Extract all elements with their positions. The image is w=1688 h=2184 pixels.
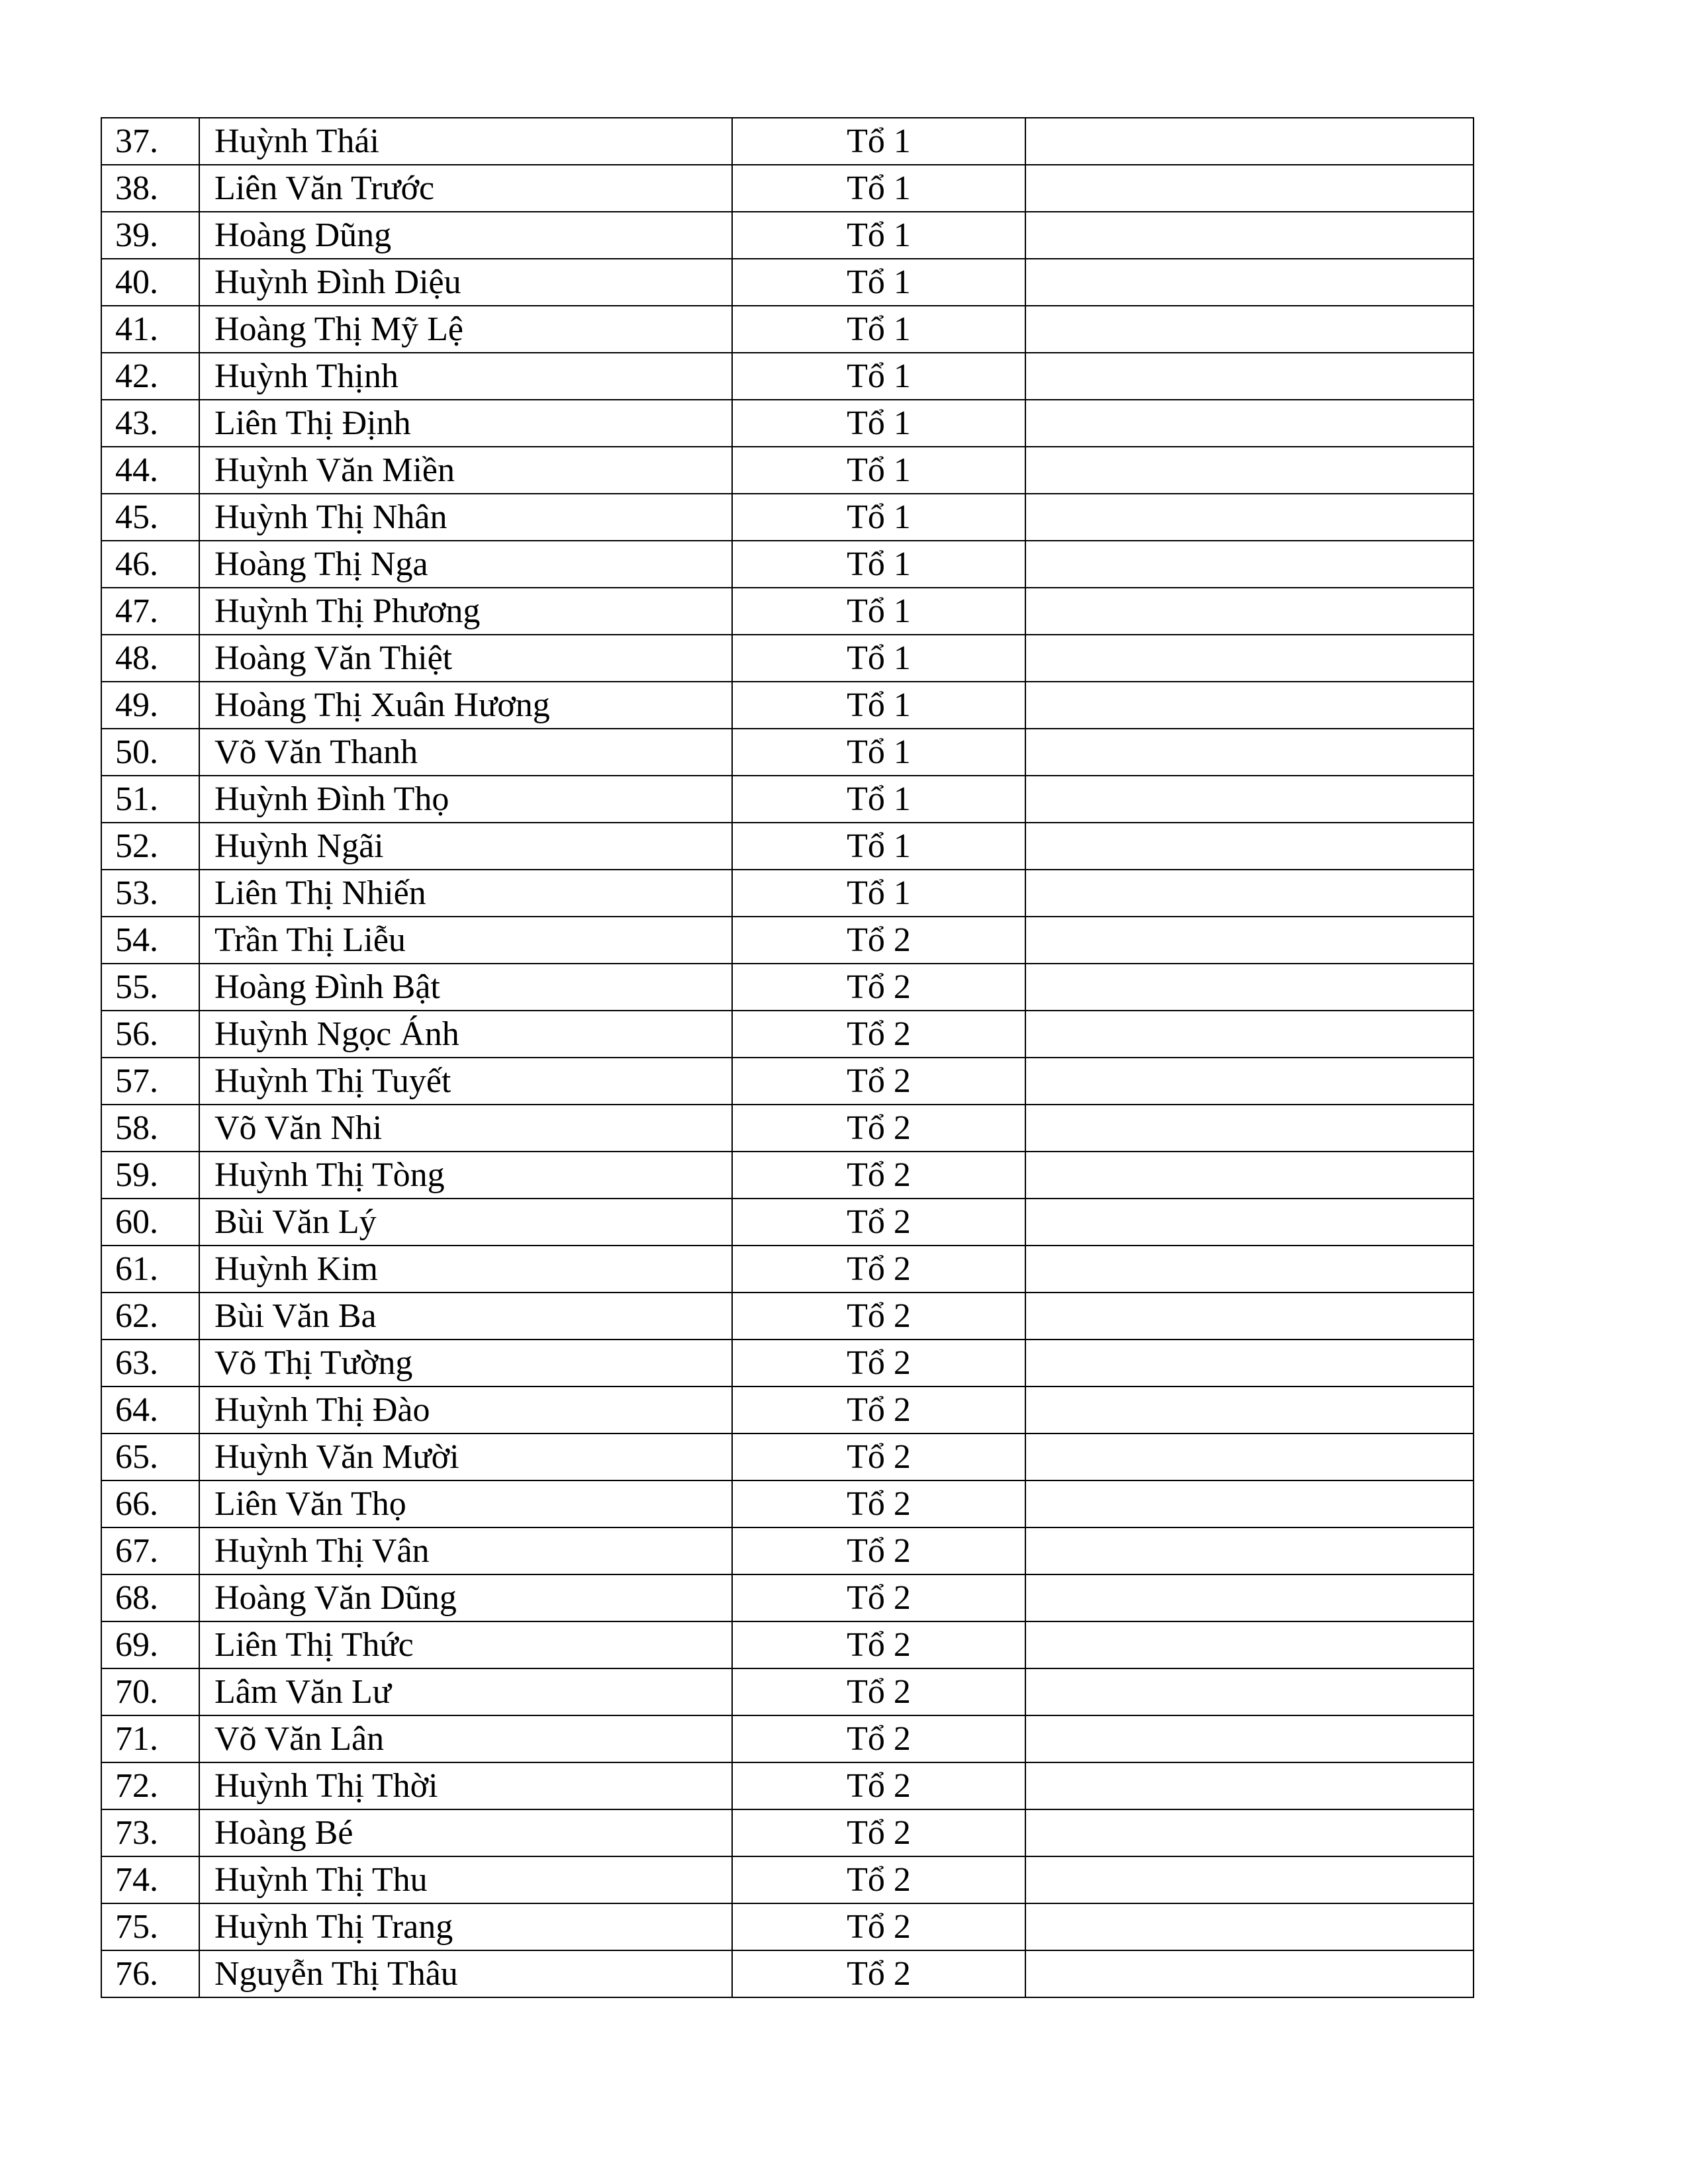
row-number-cell: 72. <box>101 1762 199 1809</box>
table-row <box>101 917 1474 964</box>
group-cell: Tổ 2 <box>732 1903 1025 1950</box>
note-cell <box>1025 494 1474 541</box>
row-number-cell: 45. <box>101 494 199 541</box>
group-cell: Tổ 1 <box>732 212 1025 259</box>
name-cell: Võ Thị Tường <box>199 1340 732 1387</box>
name-cell: Huỳnh Ngọc Ánh <box>199 1011 732 1058</box>
group-cell: Tổ 2 <box>732 1340 1025 1387</box>
name-cell: Huỳnh Thị Tuyết <box>199 1058 732 1105</box>
name-cell: Hoàng Văn Thiệt <box>199 635 732 682</box>
name-cell: Huỳnh Văn Mười <box>199 1433 732 1480</box>
table-row <box>101 1058 1474 1105</box>
name-cell: Huỳnh Thị Phương <box>199 588 732 635</box>
table-row <box>101 682 1474 729</box>
table-row <box>101 964 1474 1011</box>
note-cell <box>1025 400 1474 447</box>
table-row <box>101 588 1474 635</box>
name-cell: Huỳnh Thịnh <box>199 353 732 400</box>
table-row <box>101 118 1474 165</box>
note-cell <box>1025 635 1474 682</box>
row-number-cell: 41. <box>101 306 199 353</box>
row-number-cell: 40. <box>101 259 199 306</box>
group-cell: Tổ 2 <box>732 1105 1025 1152</box>
note-cell <box>1025 1058 1474 1105</box>
note-cell <box>1025 447 1474 494</box>
row-number-cell: 60. <box>101 1199 199 1246</box>
name-cell: Lâm Văn Lư <box>199 1668 732 1715</box>
name-cell: Liên Thị Thức <box>199 1621 732 1668</box>
table-row <box>101 1246 1474 1293</box>
group-cell: Tổ 2 <box>732 1246 1025 1293</box>
group-cell: Tổ 2 <box>732 1387 1025 1433</box>
table-row <box>101 870 1474 917</box>
group-cell: Tổ 2 <box>732 1058 1025 1105</box>
group-cell: Tổ 1 <box>732 353 1025 400</box>
table-row <box>101 1340 1474 1387</box>
group-cell: Tổ 1 <box>732 541 1025 588</box>
row-number-cell: 65. <box>101 1433 199 1480</box>
table-row <box>101 1903 1474 1950</box>
group-cell: Tổ 1 <box>732 494 1025 541</box>
note-cell <box>1025 306 1474 353</box>
row-number-cell: 50. <box>101 729 199 776</box>
group-cell: Tổ 1 <box>732 165 1025 212</box>
note-cell <box>1025 1433 1474 1480</box>
group-cell: Tổ 1 <box>732 447 1025 494</box>
note-cell <box>1025 1903 1474 1950</box>
group-cell: Tổ 1 <box>732 588 1025 635</box>
row-number-cell: 69. <box>101 1621 199 1668</box>
group-cell: Tổ 1 <box>732 776 1025 823</box>
row-number-cell: 44. <box>101 447 199 494</box>
group-cell: Tổ 2 <box>732 1809 1025 1856</box>
row-number-cell: 51. <box>101 776 199 823</box>
name-cell: Huỳnh Văn Miền <box>199 447 732 494</box>
row-number-cell: 42. <box>101 353 199 400</box>
row-number-cell: 37. <box>101 118 199 165</box>
name-cell: Hoàng Bé <box>199 1809 732 1856</box>
row-number-cell: 57. <box>101 1058 199 1105</box>
table-row <box>101 823 1474 870</box>
row-number-cell: 39. <box>101 212 199 259</box>
group-cell: Tổ 1 <box>732 870 1025 917</box>
name-cell: Huỳnh Thị Tòng <box>199 1152 732 1199</box>
row-number-cell: 62. <box>101 1293 199 1340</box>
name-cell: Liên Thị Nhiến <box>199 870 732 917</box>
row-number-cell: 49. <box>101 682 199 729</box>
note-cell <box>1025 1152 1474 1199</box>
row-number-cell: 70. <box>101 1668 199 1715</box>
roster-table-body <box>101 118 1474 1997</box>
name-cell: Nguyễn Thị Thâu <box>199 1950 732 1997</box>
name-cell: Hoàng Thị Nga <box>199 541 732 588</box>
row-number-cell: 55. <box>101 964 199 1011</box>
row-number-cell: 46. <box>101 541 199 588</box>
group-cell: Tổ 2 <box>732 1199 1025 1246</box>
note-cell <box>1025 1199 1474 1246</box>
row-number-cell: 56. <box>101 1011 199 1058</box>
row-number-cell: 52. <box>101 823 199 870</box>
group-cell: Tổ 1 <box>732 118 1025 165</box>
table-row <box>101 1574 1474 1621</box>
note-cell <box>1025 1668 1474 1715</box>
note-cell <box>1025 1480 1474 1527</box>
name-cell: Huỳnh Kim <box>199 1246 732 1293</box>
group-cell: Tổ 2 <box>732 1621 1025 1668</box>
group-cell: Tổ 2 <box>732 917 1025 964</box>
note-cell <box>1025 1950 1474 1997</box>
table-row <box>101 1762 1474 1809</box>
group-cell: Tổ 2 <box>732 1011 1025 1058</box>
group-cell: Tổ 1 <box>732 635 1025 682</box>
name-cell: Huỳnh Thị Thời <box>199 1762 732 1809</box>
group-cell: Tổ 2 <box>732 1293 1025 1340</box>
row-number-cell: 38. <box>101 165 199 212</box>
group-cell: Tổ 2 <box>732 1574 1025 1621</box>
table-row <box>101 1387 1474 1433</box>
table-row <box>101 776 1474 823</box>
note-cell <box>1025 917 1474 964</box>
row-number-cell: 54. <box>101 917 199 964</box>
name-cell: Trần Thị Liễu <box>199 917 732 964</box>
table-row <box>101 259 1474 306</box>
row-number-cell: 73. <box>101 1809 199 1856</box>
group-cell: Tổ 1 <box>732 400 1025 447</box>
note-cell <box>1025 1340 1474 1387</box>
row-number-cell: 53. <box>101 870 199 917</box>
note-cell <box>1025 165 1474 212</box>
name-cell: Liên Văn Trước <box>199 165 732 212</box>
group-cell: Tổ 2 <box>732 1762 1025 1809</box>
note-cell <box>1025 823 1474 870</box>
name-cell: Liên Thị Định <box>199 400 732 447</box>
name-cell: Huỳnh Đình Thọ <box>199 776 732 823</box>
row-number-cell: 48. <box>101 635 199 682</box>
name-cell: Võ Văn Lân <box>199 1715 732 1762</box>
note-cell <box>1025 1246 1474 1293</box>
row-number-cell: 61. <box>101 1246 199 1293</box>
group-cell: Tổ 2 <box>732 1480 1025 1527</box>
table-row <box>101 1152 1474 1199</box>
note-cell <box>1025 353 1474 400</box>
table-row <box>101 353 1474 400</box>
name-cell: Liên Văn Thọ <box>199 1480 732 1527</box>
table-row <box>101 1715 1474 1762</box>
table-row <box>101 1293 1474 1340</box>
table-row <box>101 1527 1474 1574</box>
name-cell: Hoàng Văn Dũng <box>199 1574 732 1621</box>
note-cell <box>1025 1715 1474 1762</box>
group-cell: Tổ 2 <box>732 1856 1025 1903</box>
group-cell: Tổ 2 <box>732 1527 1025 1574</box>
note-cell <box>1025 1527 1474 1574</box>
row-number-cell: 63. <box>101 1340 199 1387</box>
group-cell: Tổ 2 <box>732 1433 1025 1480</box>
group-cell: Tổ 1 <box>732 823 1025 870</box>
name-cell: Võ Văn Nhi <box>199 1105 732 1152</box>
name-cell: Bùi Văn Lý <box>199 1199 732 1246</box>
name-cell: Huỳnh Thị Nhân <box>199 494 732 541</box>
note-cell <box>1025 1856 1474 1903</box>
group-cell: Tổ 1 <box>732 306 1025 353</box>
row-number-cell: 67. <box>101 1527 199 1574</box>
row-number-cell: 47. <box>101 588 199 635</box>
note-cell <box>1025 776 1474 823</box>
table-row <box>101 447 1474 494</box>
row-number-cell: 75. <box>101 1903 199 1950</box>
group-cell: Tổ 2 <box>732 1152 1025 1199</box>
table-row <box>101 1809 1474 1856</box>
name-cell: Hoàng Thị Mỹ Lệ <box>199 306 732 353</box>
row-number-cell: 76. <box>101 1950 199 1997</box>
note-cell <box>1025 870 1474 917</box>
note-cell <box>1025 1105 1474 1152</box>
name-cell: Võ Văn Thanh <box>199 729 732 776</box>
table-row <box>101 1011 1474 1058</box>
table-row <box>101 541 1474 588</box>
table-row <box>101 1105 1474 1152</box>
note-cell <box>1025 541 1474 588</box>
row-number-cell: 66. <box>101 1480 199 1527</box>
table-row <box>101 635 1474 682</box>
roster-table <box>101 117 1474 1998</box>
group-cell: Tổ 2 <box>732 1950 1025 1997</box>
table-row <box>101 1199 1474 1246</box>
row-number-cell: 43. <box>101 400 199 447</box>
group-cell: Tổ 2 <box>732 1668 1025 1715</box>
note-cell <box>1025 1293 1474 1340</box>
note-cell <box>1025 682 1474 729</box>
note-cell <box>1025 588 1474 635</box>
name-cell: Huỳnh Thị Trang <box>199 1903 732 1950</box>
note-cell <box>1025 1809 1474 1856</box>
name-cell: Huỳnh Thị Vân <box>199 1527 732 1574</box>
table-row <box>101 1856 1474 1903</box>
table-row <box>101 1480 1474 1527</box>
name-cell: Huỳnh Thái <box>199 118 732 165</box>
row-number-cell: 64. <box>101 1387 199 1433</box>
table-row <box>101 1621 1474 1668</box>
name-cell: Hoàng Dũng <box>199 212 732 259</box>
table-row <box>101 1668 1474 1715</box>
name-cell: Huỳnh Thị Đào <box>199 1387 732 1433</box>
table-row <box>101 1433 1474 1480</box>
note-cell <box>1025 1621 1474 1668</box>
row-number-cell: 68. <box>101 1574 199 1621</box>
note-cell <box>1025 964 1474 1011</box>
group-cell: Tổ 2 <box>732 1715 1025 1762</box>
group-cell: Tổ 2 <box>732 964 1025 1011</box>
table-row <box>101 306 1474 353</box>
name-cell: Hoàng Đình Bật <box>199 964 732 1011</box>
note-cell <box>1025 1011 1474 1058</box>
note-cell <box>1025 1387 1474 1433</box>
row-number-cell: 59. <box>101 1152 199 1199</box>
name-cell: Bùi Văn Ba <box>199 1293 732 1340</box>
table-row <box>101 165 1474 212</box>
name-cell: Hoàng Thị Xuân Hương <box>199 682 732 729</box>
name-cell: Huỳnh Đình Diệu <box>199 259 732 306</box>
table-row <box>101 729 1474 776</box>
table-row <box>101 1950 1474 1997</box>
note-cell <box>1025 1762 1474 1809</box>
note-cell <box>1025 729 1474 776</box>
name-cell: Huỳnh Thị Thu <box>199 1856 732 1903</box>
group-cell: Tổ 1 <box>732 729 1025 776</box>
table-row <box>101 400 1474 447</box>
row-number-cell: 58. <box>101 1105 199 1152</box>
name-cell: Huỳnh Ngãi <box>199 823 732 870</box>
group-cell: Tổ 1 <box>732 682 1025 729</box>
table-row <box>101 494 1474 541</box>
note-cell <box>1025 212 1474 259</box>
note-cell <box>1025 259 1474 306</box>
group-cell: Tổ 1 <box>732 259 1025 306</box>
note-cell <box>1025 1574 1474 1621</box>
row-number-cell: 74. <box>101 1856 199 1903</box>
table-row <box>101 212 1474 259</box>
row-number-cell: 71. <box>101 1715 199 1762</box>
note-cell <box>1025 118 1474 165</box>
